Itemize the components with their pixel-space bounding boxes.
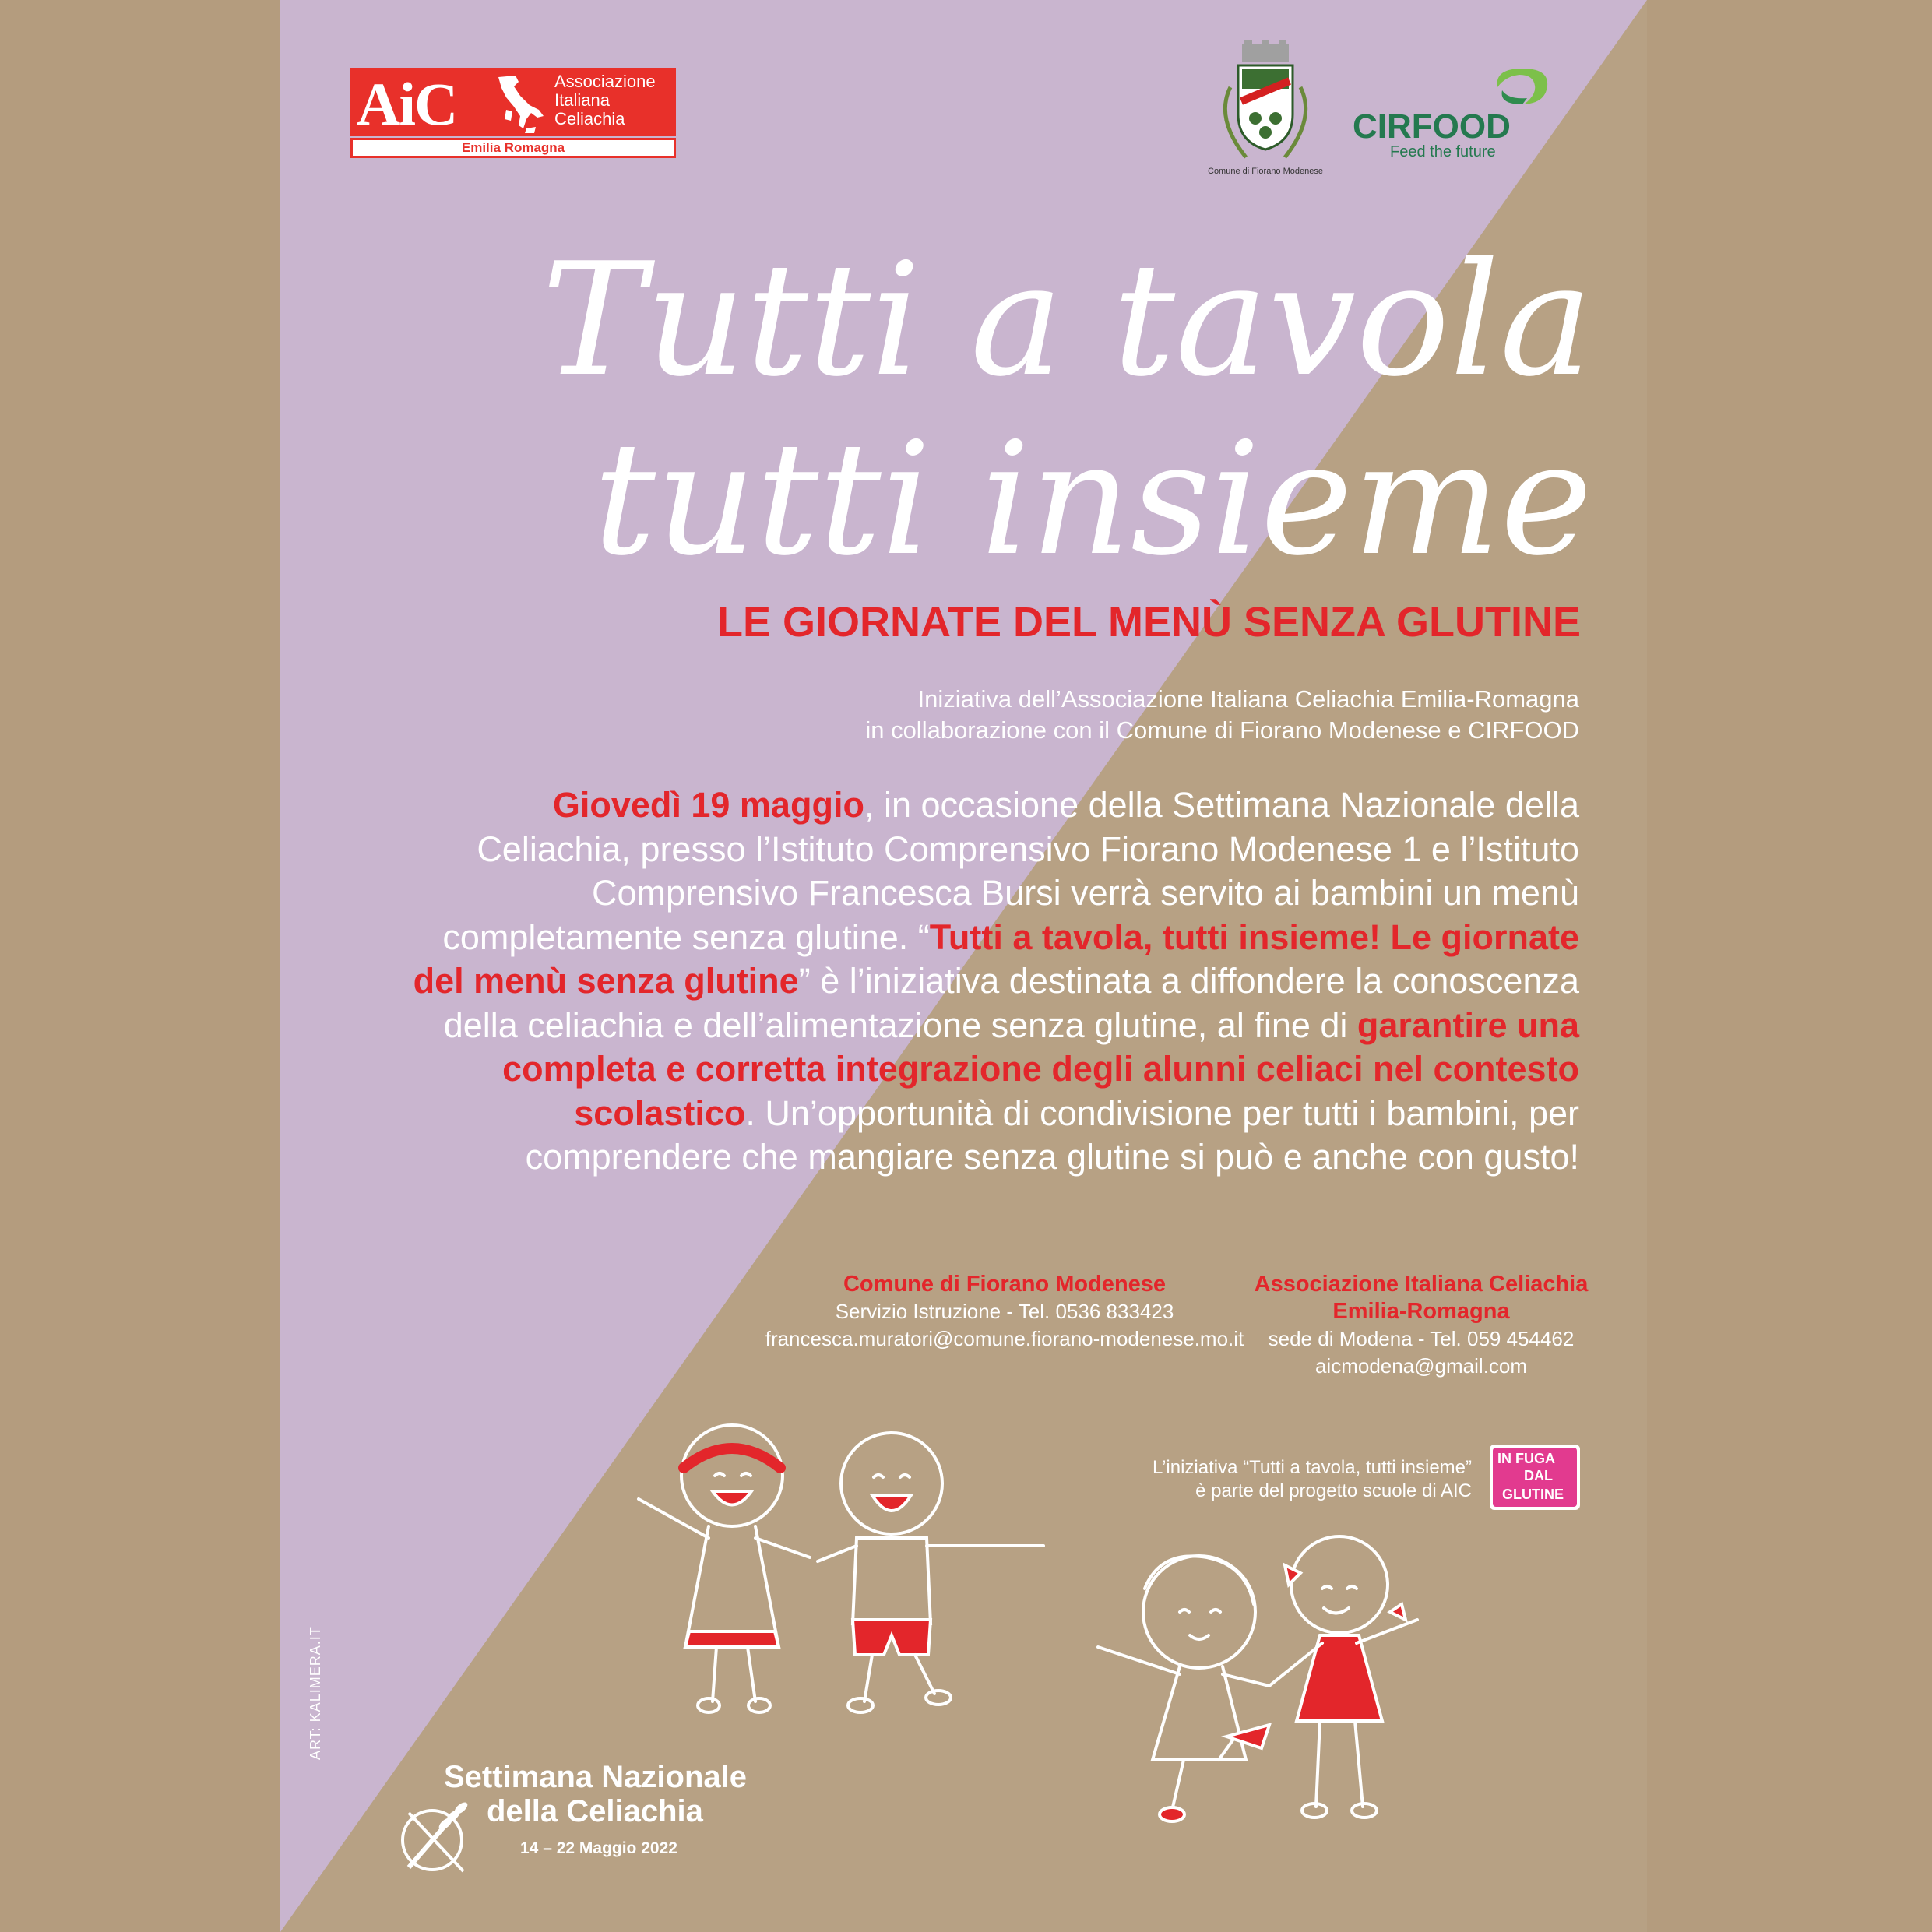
- children-illustration-right: [1075, 1526, 1448, 1838]
- cirfood-name: CIRFOOD: [1353, 107, 1511, 146]
- title-script: [541, 210, 1620, 590]
- aic-logo: [350, 68, 676, 160]
- aic-logo-text: [554, 72, 656, 128]
- subtitle: LE GIORNATE DEL MENÙ SENZA GLUTINE: [716, 599, 1581, 646]
- initiative-goal: garantire una completa e corretta integrazione degli alunni celiaci nel contesto scolastico: [502, 1005, 1579, 1133]
- contact-aic: [1226, 1271, 1616, 1380]
- event-date: Giovedì 19 maggio: [552, 785, 864, 825]
- project-note: [1012, 1456, 1472, 1503]
- settimana-line-2: della Celiachia: [487, 1794, 703, 1828]
- settimana-dates: 14 – 22 Maggio 2022: [520, 1839, 677, 1857]
- initiative-credits: [701, 684, 1579, 746]
- crest-icon: [1199, 40, 1332, 165]
- italy-map-icon: [492, 74, 550, 133]
- title-line-1: Tutti a tavola: [541, 230, 1592, 411]
- aic-logo-line: Italiana: [554, 90, 610, 110]
- note-line-1: L’iniziativa “Tutti a tavola, tutti insieme”: [1153, 1457, 1472, 1478]
- settimana-line-1: Settimana Nazionale: [444, 1760, 748, 1794]
- fuga-logo-panel: [1493, 1448, 1577, 1507]
- contact-aic-name-1: Associazione Italiana Celiachia: [1254, 1272, 1589, 1297]
- contact-aic-name-2: Emilia-Romagna: [1332, 1299, 1510, 1324]
- credits-line-2: in collaborazione con il Comune di Fiorano Modenese e CIRFOOD: [865, 716, 1579, 744]
- note-line-2: è parte del progetto scuole di AIC: [1195, 1480, 1472, 1501]
- crossed-wheat-icon: [397, 1797, 483, 1875]
- contact-comune-name: Comune di Fiorano Modenese: [843, 1272, 1167, 1297]
- in-fuga-dal-glutine-logo: [1490, 1445, 1580, 1510]
- body-text-3: . Un’opportunità di condivisione per tutti i bambini, per comprendere che mangiare senza glutine si può e anche con gusto!: [525, 1093, 1579, 1177]
- fuga-line-1: IN FUGA: [1497, 1451, 1555, 1466]
- credits-line-1: Iniziativa dell’Associazione Italiana Celiachia Emilia-Romagna: [917, 685, 1579, 713]
- aic-logo-line: Celiachia: [554, 109, 625, 128]
- contact-comune-service: Servizio Istruzione - Tel. 0536 833423: [835, 1300, 1174, 1323]
- body-text-1: , in occasione della Settimana Nazionale della Celiachia, presso l’Istituto Comprensivo Fiorano Modenese 1 e l’Istituto Comprensivo Francesca Bursi verrà servito ai bambini un menù completamente senza glutine. “: [442, 785, 1579, 957]
- comune-crest-logo: [1199, 40, 1332, 181]
- settimana-nazionale-logo: [397, 1760, 755, 1877]
- fuga-line-3: GLUTINE: [1502, 1487, 1564, 1502]
- initiative-name: Tutti a tavola, tutti insieme! Le giornate del menù senza glutine: [413, 917, 1579, 1001]
- aic-logo-line: Associazione: [554, 72, 656, 91]
- aic-logo-banner: [350, 68, 676, 136]
- body-text-2: ” è l’iniziativa destinata a diffondere la conoscenza della celiachia e dell’alimentazione senza glutine, al fine di: [443, 961, 1579, 1045]
- fuga-line-2: DAL: [1524, 1468, 1553, 1483]
- children-illustration-left: [623, 1413, 1059, 1725]
- contact-comune: [701, 1271, 1308, 1353]
- contact-aic-email[interactable]: aicmodena@gmail.com: [1314, 1354, 1528, 1378]
- cirfood-tagline: Feed the future: [1390, 143, 1496, 160]
- aic-logo-word: AiC: [357, 70, 457, 138]
- contact-aic-office: sede di Modena - Tel. 059 454462: [1268, 1327, 1575, 1350]
- cirfood-logo: [1351, 64, 1554, 165]
- contact-comune-email[interactable]: francesca.muratori@comune.fiorano-modenese.mo.it: [765, 1327, 1244, 1350]
- body-paragraph: [389, 783, 1579, 1180]
- comune-crest-label: Comune di Fiorano Modenese: [1208, 167, 1323, 176]
- art-credit: ART: KALIMERA.IT: [308, 1626, 323, 1760]
- aic-logo-region: Emilia Romagna: [350, 138, 676, 158]
- title-line-2: tutti insieme: [593, 409, 1592, 590]
- cirfood-swirl-icon: [1491, 64, 1554, 109]
